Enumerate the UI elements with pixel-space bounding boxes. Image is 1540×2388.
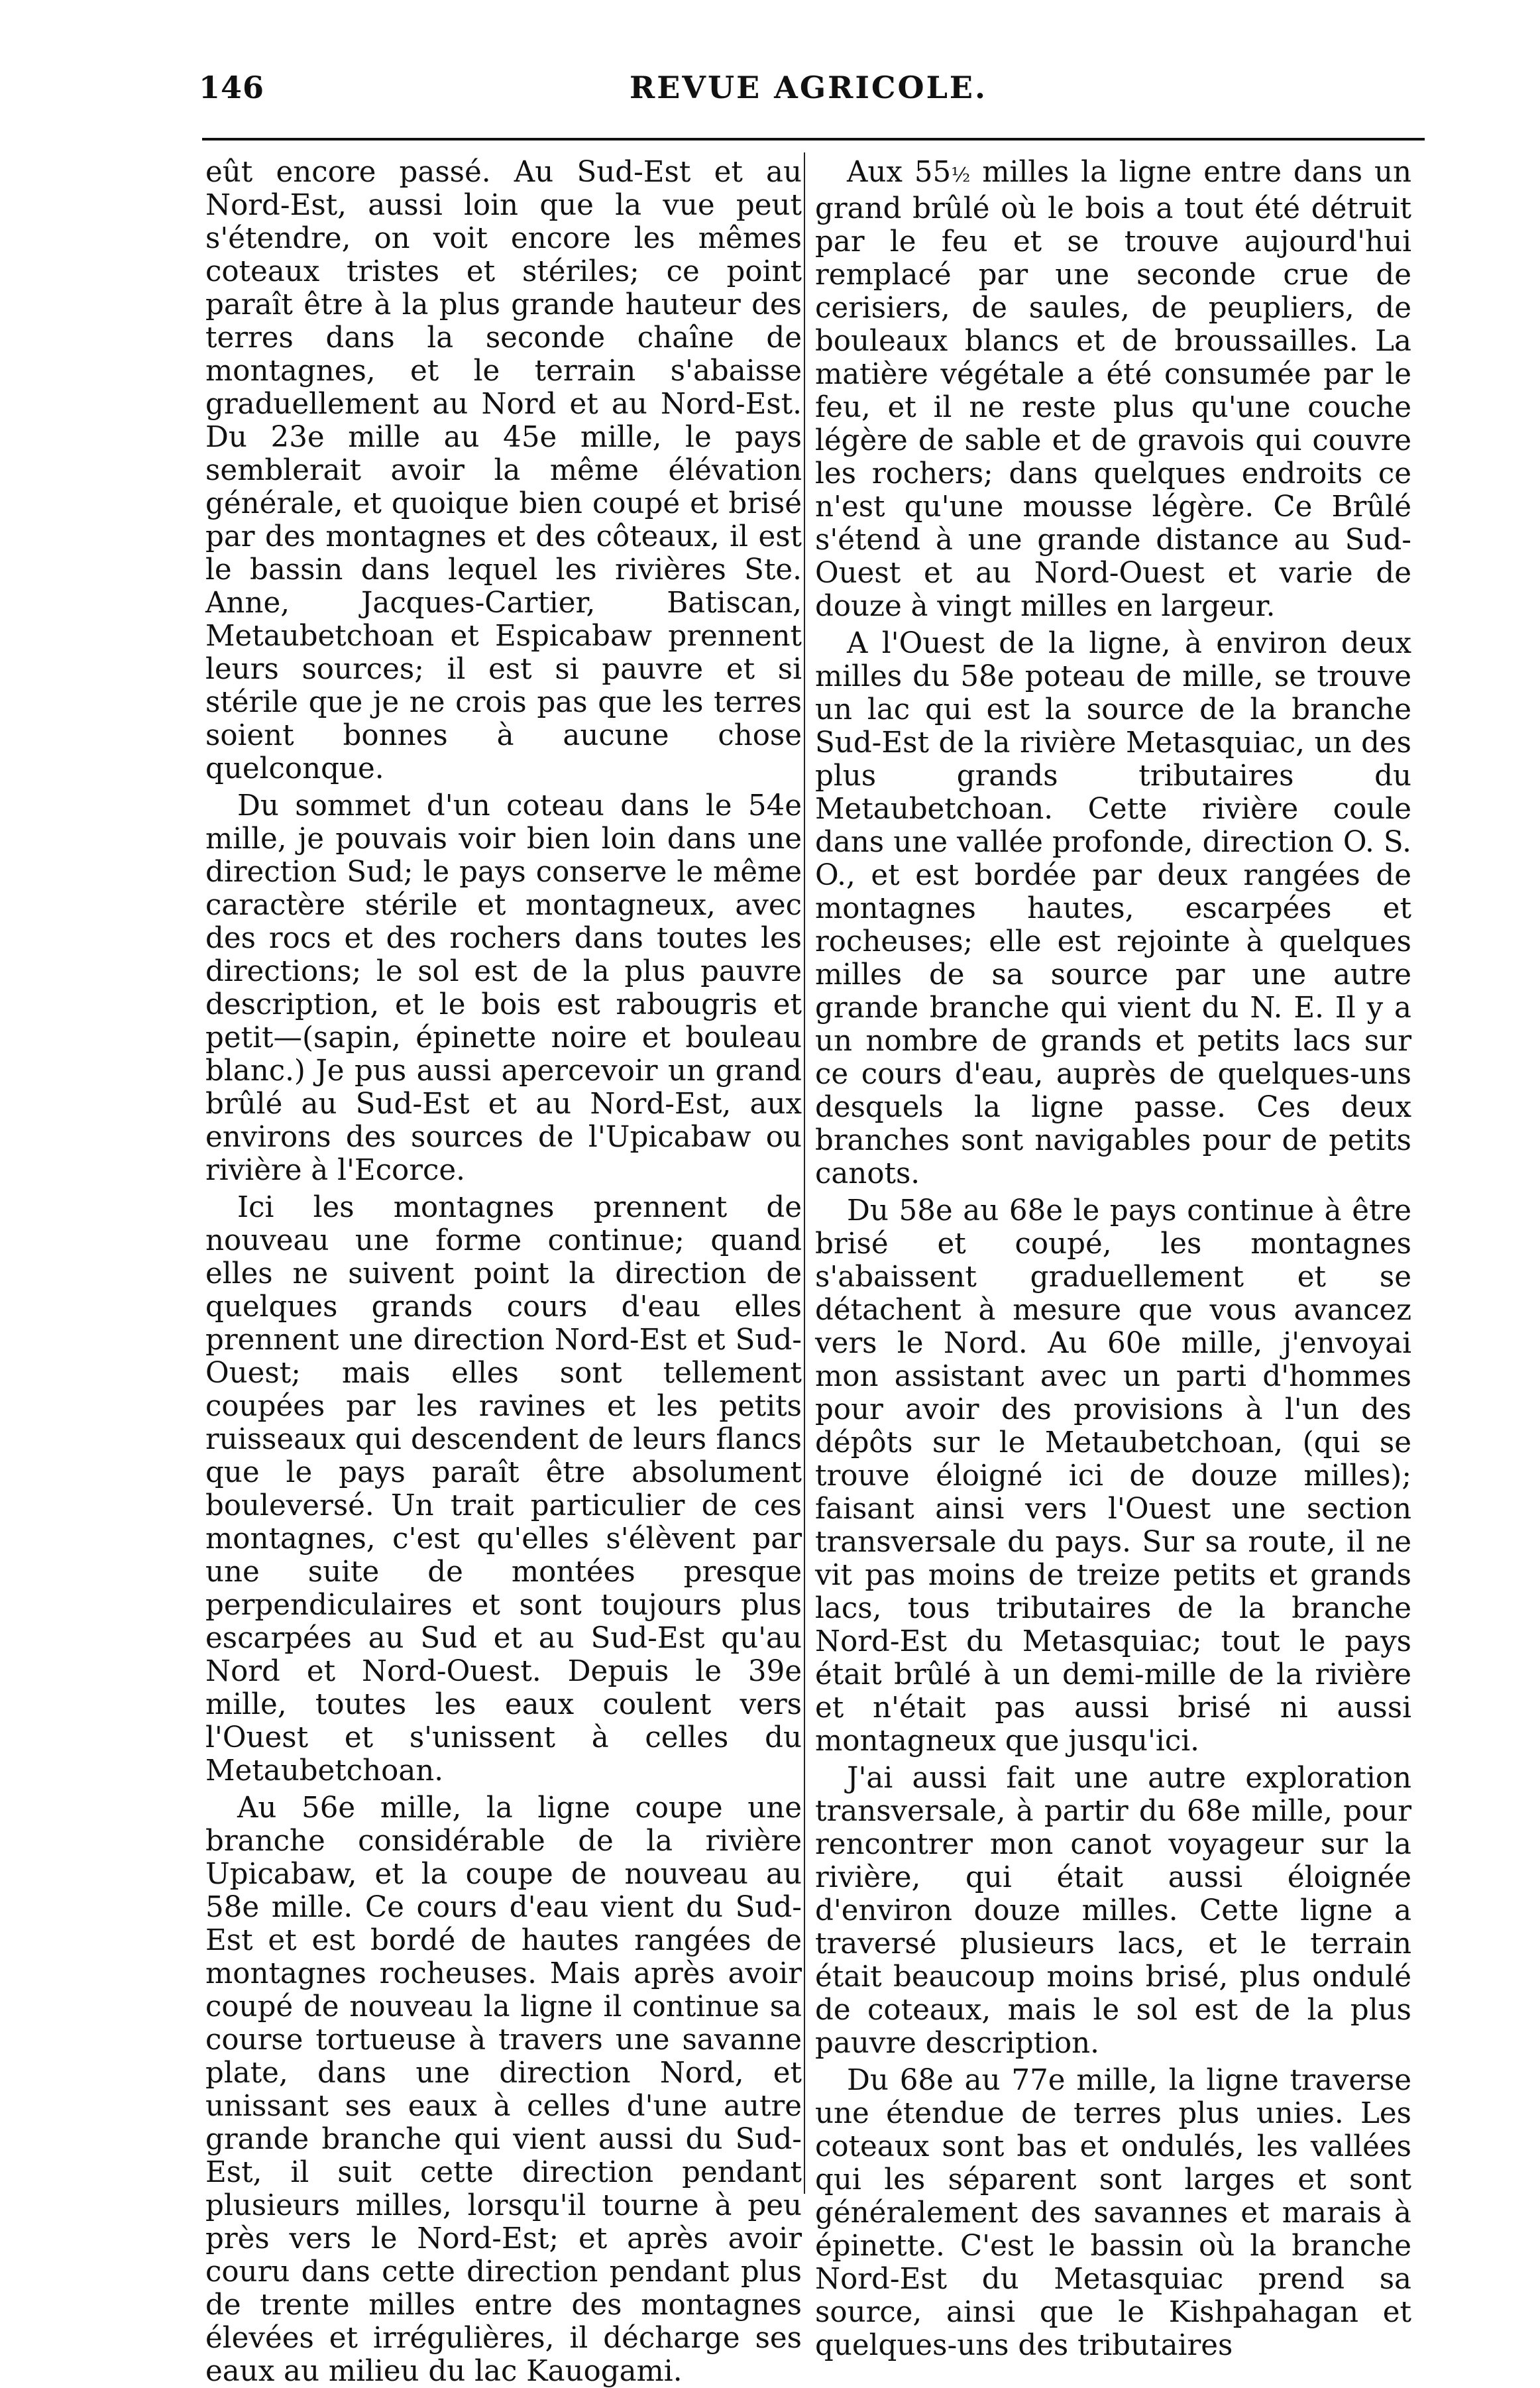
paragraph: eût encore passé. Au Sud-Est et au Nord-Est, aussi loin que la vue peut s'étendre, on voit encore les mêmes coteaux tristes et stériles; ce point paraît être à la plus grande hauteur des terres dans la seconde chaîne de montagnes, et le terrain s'abaisse graduellement au Nord et au Nord-Est. Du 23e mille au 45e mille, le pays semblerait avoir la même élévation générale, et quoique bien coupé et brisé par des montagnes et des côteaux, il est le bassin dans lequel les rivières Ste. Anne, Jacques-Cartier, Batiscan, Metaubetchoan et Espicabaw prennent leurs sources; il est si pauvre et si stérile que je ne crois pas que les terres soient bonnes à aucune chose quelconque. [205,156,802,785]
paragraph [815,156,1411,623]
page-header [0,0,1540,172]
header-rule [202,138,1425,141]
paragraph: Ici les montagnes prennent de nouveau une forme continue; quand elles ne suivent point la direction de quelques grands cours d'eau elles prennent une direction Nord-Est et Sud-Ouest; mais elles sont tellement coupées par les ravines et les petits ruisseaux qui descendent de leurs flancs que le pays paraît être absolument bouleversé. Un trait particulier de ces montagnes, c'est qu'elles s'élèvent par une suite de montées presque perpendiculaires et sont toujours plus escarpées au Sud et au Sud-Est qu'au Nord et Nord-Ouest. Depuis le 39e mille, toutes les eaux coulent vers l'Ouest et s'unissent à celles du Metaubetchoan. [205,1191,802,1788]
paragraph: Du 58e au 68e le pays continue à être brisé et coupé, les montagnes s'abaissent graduellement et se détachent à mesure que vous avancez vers le Nord. Au 60e mille, j'envoyai mon assistant avec un parti d'hommes pour avoir des provisions à l'un des dépôts sur le Metaubetchoan, (qui se trouve éloigné ici de douze milles); faisant ainsi vers l'Ouest une section transversale du pays. Sur sa route, il ne vit pas moins de treize petits et grands lacs, tous tributaires de la branche Nord-Est du Metasquiac; tout le pays était brûlé à un demi-mille de la rivière et n'était pas aussi brisé ni aussi montagneux que jusqu'ici. [815,1194,1411,1758]
paragraph-rest: milles la ligne entre dans un grand brûlé où le bois a tout été détruit par le feu et se trouve aujourd'hui remplacé par une seconde crue de cerisiers, de saules, de peupliers, de bouleaux blancs et de broussailles. La matière végétale a été consumée par le feu, et il ne reste plus qu'une couche légère de sable et de gravois qui couvre les rochers; dans quelques endroits ce n'est qu'une mousse légère. Ce Brûlé s'étend à une grande distance au Sud-Ouest et au Nord-Ouest et varie de douze à vingt milles en largeur. [815,156,1411,623]
paragraph: J'ai aussi fait une autre exploration transversale, à partir du 68e mille, pour rencontrer mon canot voyageur sur la rivière, qui était aussi éloignée d'environ douze milles. Cette ligne a traversé plusieurs lacs, et le terrain était beaucoup moins brisé, plus ondulé de coteaux, mais le sol est de la plus pauvre description. [815,1762,1411,2060]
column-divider [804,152,805,2194]
running-title: REVUE AGRICOLE. [630,70,987,105]
right-column [815,156,1411,2362]
paragraph: A l'Ouest de la ligne, à environ deux milles du 58e poteau de mille, se trouve un lac qui est la source de la branche Sud-Est de la rivière Metasquiac, un des plus grands tributaires du Metaubetchoan. Cette rivière coule dans une vallée profonde, direction O. S. O., et est bordée par deux rangées de montagnes hautes, escarpées et rocheuses; elle est rejointe à quelques milles de sa source par une autre grande branche qui vient du N. E. Il y a un nombre de grands et petits lacs sur ce cours d'eau, auprès de quelques-uns desquels la ligne passe. Ces deux branches sont navigables pour de petits canots. [815,627,1411,1190]
paragraph: Du sommet d'un coteau dans le 54e mille, je pouvais voir bien loin dans une direction Sud; le pays conserve le même caractère stérile et montagneux, avec des rocs et des rochers dans toutes les directions; le sol est de la plus pauvre description, et le bois est rabougris et petit—(sapin, épinette noire et bouleau blanc.) Je pus aussi apercevoir un grand brûlé au Sud-Est et au Nord-Est, aux environs des sources de l'Upicabaw ou rivière à l'Ecorce. [205,789,802,1187]
left-column [205,156,802,2388]
fraction: ½ [951,164,971,187]
paragraph: Du 68e au 77e mille, la ligne traverse une étendue de terres plus unies. Les coteaux sont bas et ondulés, les vallées qui les séparent sont larges et sont généralement des savannes et marais à épinette. C'est le bassin où la branche Nord-Est du Metasquiac prend sa source, ainsi que le Kishpahagan et quelques-uns des tributaires [815,2064,1411,2362]
paragraph-lead: Aux 55 [847,156,952,189]
paragraph: Au 56e mille, la ligne coupe une branche considérable de la rivière Upicabaw, et la coupe de nouveau au 58e mille. Ce cours d'eau vient du Sud-Est et est bordé de hautes rangées de montagnes rocheuses. Mais après avoir coupé de nouveau la ligne il continue sa course tortueuse à travers une savanne plate, dans une direction Nord, et unissant ses eaux à celles d'une autre grande branche qui vient aussi du Sud-Est, il suit cette direction pendant plusieurs milles, lorsqu'il tourne à peu près vers le Nord-Est; et après avoir couru dans cette direction pendant plus de trente milles entre des montagnes élevées et irrégulières, il décharge ses eaux au milieu du lac Kauogami. [205,1791,802,2388]
page-number: 146 [199,70,265,105]
